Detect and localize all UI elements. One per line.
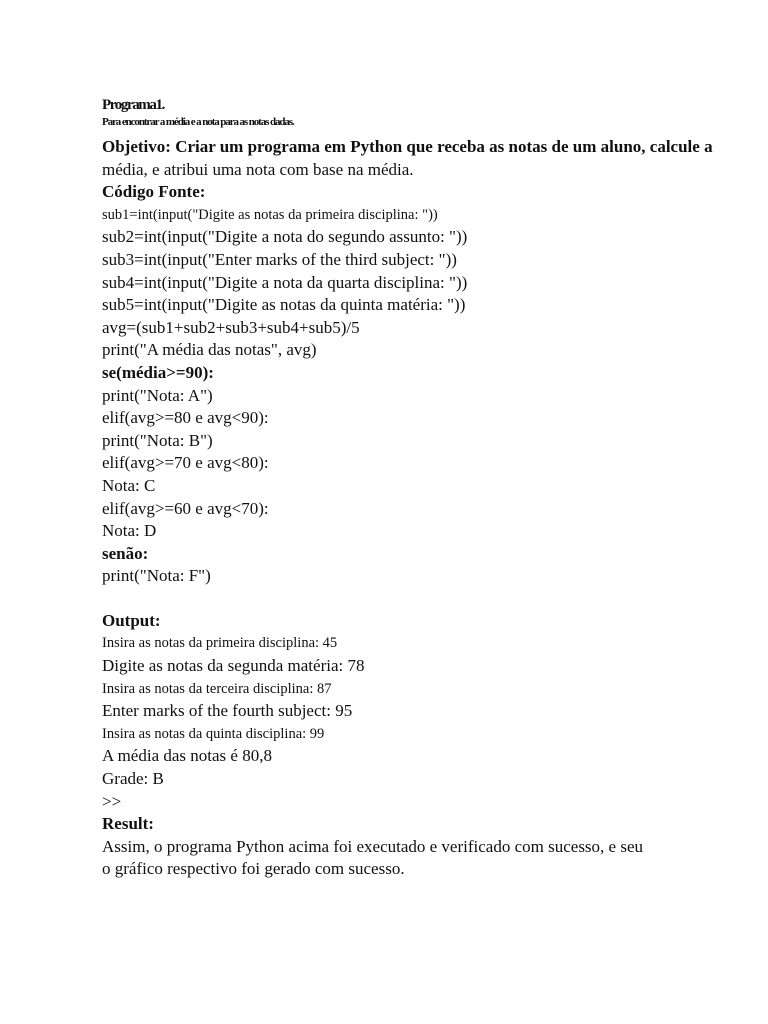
code-line: print("Nota: A") [102, 385, 213, 405]
source-code-heading: Código Fonte: [102, 182, 206, 202]
code-line: sub4=int(input("Digite a nota da quarta disciplina: ")) [102, 272, 468, 292]
code-line: se(média>=90): [102, 362, 214, 382]
code-line: sub2=int(input("Digite a nota do segundo assunto: ")) [102, 227, 468, 247]
objective-text: Criar um programa em Python que receba as notas de um aluno, calcule a [170, 137, 713, 156]
output-line: Insira as notas da terceira disciplina: 87 [102, 680, 332, 697]
code-line: sub3=int(input("Enter marks of the third subject: ")) [102, 249, 457, 269]
output-line: Digite as notas da segunda matéria: 78 [102, 656, 365, 676]
output-line: Grade: B [102, 769, 164, 789]
code-line: sub5=int(input("Digite as notas da quinta matéria: ")) [102, 295, 466, 315]
objective-line-1 [102, 136, 762, 159]
result-line-2: o gráfico respectivo foi gerado com sucesso. [102, 859, 405, 879]
output-line: A média das notas é 80,8 [102, 746, 272, 766]
spacer [102, 588, 762, 610]
program-subtitle: Para encontrar a média e a nota para as notas dadas. [102, 116, 294, 128]
program-title: Programa1. [102, 97, 164, 113]
code-line: elif(avg>=70 e avg<80): [102, 453, 269, 473]
result-heading: Result: [102, 814, 154, 834]
code-line: sub1=int(input("Digite as notas da primeira disciplina: ")) [102, 206, 438, 223]
result-line-1: Assim, o programa Python acima foi executado e verificado com sucesso, e seu [102, 836, 644, 856]
output-line: Insira as notas da quinta disciplina: 99 [102, 725, 325, 742]
code-line: print("A média das notas", avg) [102, 340, 317, 360]
document-page [102, 96, 762, 881]
code-line: Nota: C [102, 475, 156, 495]
code-line: Nota: D [102, 521, 157, 541]
objective-label: Objetivo: [102, 137, 171, 156]
output-heading: Output: [102, 610, 161, 630]
code-line: elif(avg>=60 e avg<70): [102, 498, 269, 518]
code-line: senão: [102, 543, 149, 563]
code-line: print("Nota: F") [102, 566, 211, 586]
output-line: >> [102, 791, 122, 811]
output-line: Insira as notas da primeira disciplina: 45 [102, 635, 338, 652]
code-line: elif(avg>=80 e avg<90): [102, 408, 269, 428]
objective-line-2: média, e atribui uma nota com base na média. [102, 159, 414, 179]
code-line: print("Nota: B") [102, 430, 213, 450]
code-line: avg=(sub1+sub2+sub3+sub4+sub5)/5 [102, 317, 360, 337]
output-line: Enter marks of the fourth subject: 95 [102, 701, 353, 721]
